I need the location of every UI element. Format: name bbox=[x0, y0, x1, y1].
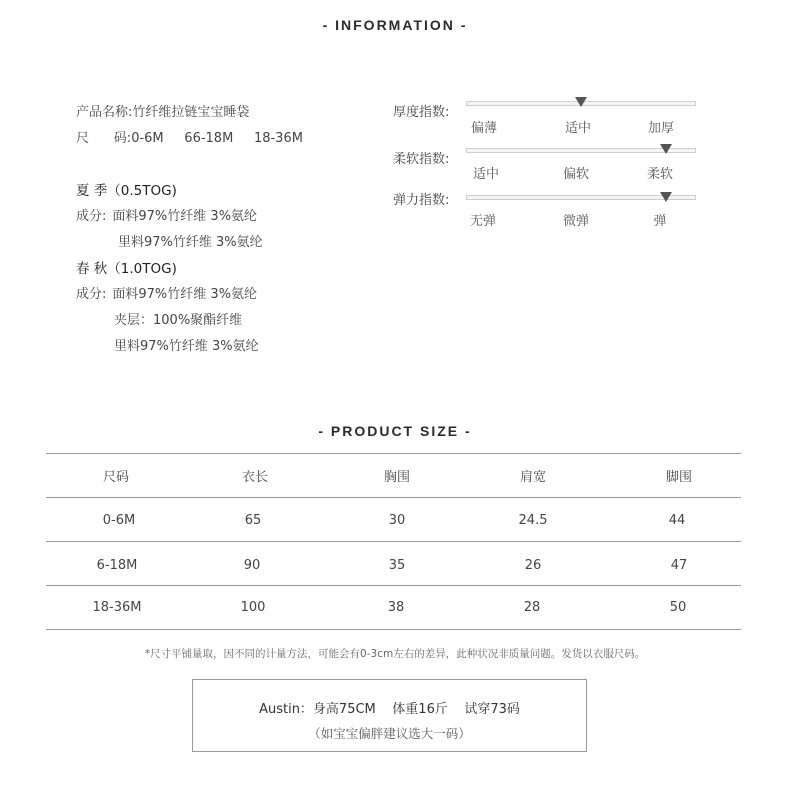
product-size-values: 0-6M 66-18M 18-36M bbox=[131, 131, 303, 146]
gauge-softness-tick-low: 适中 bbox=[472, 167, 500, 182]
spring-autumn-interlayer: 夹层：100%聚酯纤维 bbox=[114, 313, 243, 328]
summer-composition-label: 成分: bbox=[76, 209, 107, 224]
product-size-title: - PRODUCT SIZE - bbox=[318, 423, 472, 439]
table-cell: 38 bbox=[387, 600, 405, 615]
table-header-cell: 肩宽 bbox=[519, 470, 547, 485]
summer-outer-fabric: 面料97%竹纤维 3%氨纶 bbox=[112, 209, 258, 224]
summer-lining-fabric: 里料97%竹纤维 3%氨纶 bbox=[118, 235, 263, 250]
table-cell: 90 bbox=[243, 558, 261, 573]
gauge-thickness-tick-mid: 适中 bbox=[564, 121, 592, 136]
table-divider bbox=[46, 497, 741, 498]
product-size-row bbox=[76, 127, 303, 146]
table-cell: 44 bbox=[668, 513, 686, 528]
table-cell: 26 bbox=[524, 558, 542, 573]
gauge-softness-tick-high: 柔软 bbox=[646, 167, 674, 182]
fit-reference-box bbox=[192, 679, 587, 752]
gauge-thickness-marker bbox=[575, 97, 587, 107]
gauge-elasticity-tick-high: 弹 bbox=[653, 214, 667, 229]
spring-autumn-lining-fabric: 里料97%竹纤维 3%氨纶 bbox=[114, 339, 259, 354]
measurement-note: *尺寸平铺量取，因不同的计量方法，可能会有0-3cm左右的差异，此种状况非质量问题。发货以衣服尺码。 bbox=[144, 648, 646, 660]
table-cell: 35 bbox=[388, 558, 406, 573]
table-header-cell: 尺码 bbox=[102, 470, 130, 485]
fit-reference-model: Austin：身高75CM 体重16斤 试穿73码 bbox=[259, 702, 520, 717]
table-cell: 47 bbox=[670, 558, 688, 573]
table-header-cell: 衣长 bbox=[241, 470, 269, 485]
table-divider bbox=[46, 585, 741, 586]
table-cell: 28 bbox=[523, 600, 541, 615]
information-title: - INFORMATION - bbox=[322, 17, 468, 33]
table-divider bbox=[46, 541, 741, 542]
fit-reference-advice: （如宝宝偏胖建议选大一码） bbox=[308, 726, 471, 741]
spring-autumn-composition-row bbox=[76, 283, 257, 302]
table-cell: 50 bbox=[669, 600, 687, 615]
product-name-label: 产品名称: bbox=[76, 105, 133, 120]
table-header-cell: 胸围 bbox=[383, 470, 411, 485]
table-cell: 18-36M bbox=[92, 600, 142, 615]
gauge-thickness-tick-low: 偏薄 bbox=[470, 121, 498, 136]
gauge-thickness-tick-high: 加厚 bbox=[647, 121, 675, 136]
spring-autumn-heading: 春 秋（1.0TOG) bbox=[76, 261, 177, 277]
table-cell: 6-18M bbox=[96, 558, 138, 573]
gauge-softness-marker bbox=[660, 144, 672, 154]
summer-composition-row bbox=[76, 205, 257, 224]
table-cell: 65 bbox=[244, 513, 262, 528]
gauge-elasticity-label: 弹力指数: bbox=[393, 193, 450, 208]
table-cell: 0-6M bbox=[102, 513, 136, 528]
product-name-value: 竹纤维拉链宝宝睡袋 bbox=[132, 105, 250, 120]
gauge-softness-label: 柔软指数: bbox=[393, 152, 450, 167]
table-cell: 30 bbox=[388, 513, 406, 528]
table-cell: 24.5 bbox=[518, 513, 548, 528]
product-size-label: 尺 码: bbox=[76, 131, 132, 146]
product-name-row bbox=[76, 101, 249, 120]
table-cell: 100 bbox=[240, 600, 266, 615]
gauge-elasticity-tick-mid: 微弹 bbox=[562, 214, 590, 229]
gauge-softness-tick-mid: 偏软 bbox=[562, 167, 590, 182]
table-divider bbox=[46, 453, 741, 454]
gauge-elasticity-marker bbox=[660, 192, 672, 202]
spring-autumn-outer-fabric: 面料97%竹纤维 3%氨纶 bbox=[112, 287, 258, 302]
gauge-thickness-label: 厚度指数: bbox=[393, 105, 450, 120]
table-divider bbox=[46, 629, 741, 630]
spring-autumn-composition-label: 成分: bbox=[76, 287, 107, 302]
summer-heading: 夏 季（0.5TOG) bbox=[76, 183, 177, 199]
gauge-elasticity-tick-low: 无弹 bbox=[469, 214, 497, 229]
table-header-cell: 脚围 bbox=[665, 470, 693, 485]
